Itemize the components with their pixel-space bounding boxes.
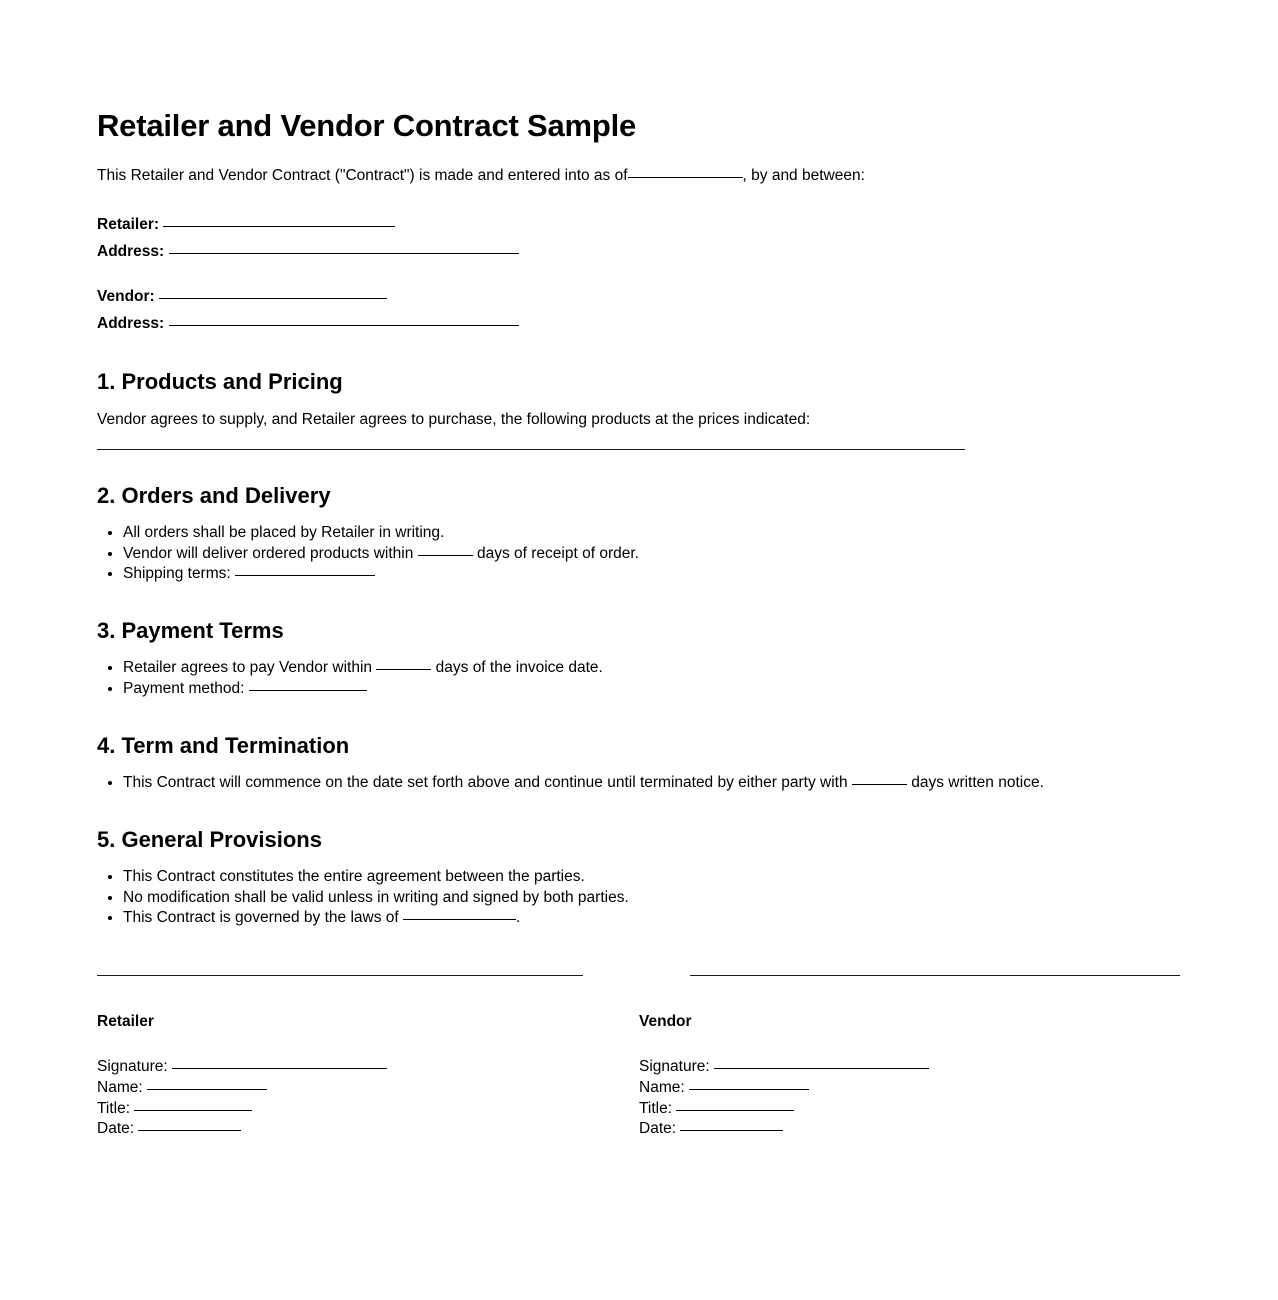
list-item xyxy=(123,564,1181,585)
list-item xyxy=(123,908,1181,929)
signature-field-vendor-title xyxy=(639,1099,1181,1120)
signature-field-vendor-signature xyxy=(639,1057,1181,1078)
list-item xyxy=(123,888,1181,909)
signature-field-retailer-name xyxy=(97,1078,639,1099)
name-label: Name: xyxy=(639,1078,685,1096)
signature-label: Signature: xyxy=(97,1058,168,1076)
signature-column-vendor xyxy=(639,1013,1181,1140)
title-label: Title: xyxy=(97,1099,131,1117)
intro-paragraph xyxy=(97,166,1181,187)
signature-rule-vendor xyxy=(690,975,1180,976)
shipping-terms-blank[interactable] xyxy=(235,575,375,576)
vendor-address-label: Address: xyxy=(97,314,165,332)
signature-party-vendor: Vendor xyxy=(639,1012,692,1030)
section-paragraph-products-and-pricing: Vendor agrees to supply, and Retailer agrees to purchase, the following products at the prices indicated: xyxy=(97,411,811,429)
signature-field-vendor-name xyxy=(639,1078,1181,1099)
bullet-text-after: . xyxy=(516,909,521,927)
title-label: Title: xyxy=(639,1099,673,1117)
retailer-name-blank-sig[interactable] xyxy=(147,1089,267,1090)
signature-field-retailer-signature xyxy=(97,1057,639,1078)
intro-text-before: This Retailer and Vendor Contract ("Contract") is made and entered into as of xyxy=(97,166,628,184)
bullet-text-before: Shipping terms: xyxy=(123,565,231,583)
retailer-name-blank[interactable] xyxy=(163,226,395,227)
retailer-address-label: Address: xyxy=(97,242,165,260)
date-label: Date: xyxy=(639,1120,677,1138)
section-heading-orders-and-delivery: 2. Orders and Delivery xyxy=(97,482,331,508)
list-item xyxy=(123,867,1181,888)
page-title: Retailer and Vendor Contract Sample xyxy=(97,108,637,143)
list-item xyxy=(123,544,1181,565)
list-item xyxy=(123,679,1181,700)
section-heading-general-provisions: 5. General Provisions xyxy=(97,826,322,852)
vendor-name-blank-sig[interactable] xyxy=(689,1089,809,1090)
bullet-text-before: Retailer agrees to pay Vendor within xyxy=(123,659,373,677)
bullet-text-before: No modification shall be valid unless in writing and signed by both parties. xyxy=(123,888,629,906)
list-item xyxy=(123,773,1181,794)
date-label: Date: xyxy=(97,1120,135,1138)
bullet-text-before: All orders shall be placed by Retailer in writing. xyxy=(123,524,445,542)
retailer-address-blank[interactable] xyxy=(169,253,519,254)
party-row-vendor xyxy=(97,285,1181,309)
section-bullets-orders-and-delivery xyxy=(97,523,1181,585)
section-bullets-general-provisions xyxy=(97,867,1181,929)
products-pricing-entry-rule xyxy=(97,449,965,450)
list-item xyxy=(123,658,1181,679)
vendor-name-blank[interactable] xyxy=(159,298,387,299)
vendor-date-blank[interactable] xyxy=(680,1130,783,1131)
bullet-text-before: This Contract constitutes the entire agreement between the parties. xyxy=(123,867,585,885)
delivery-days-blank[interactable] xyxy=(418,555,473,556)
intro-text-after: , by and between: xyxy=(742,166,865,184)
vendor-signature-blank[interactable] xyxy=(714,1068,929,1069)
signature-label: Signature: xyxy=(639,1058,710,1076)
bullet-text-after: days of receipt of order. xyxy=(476,544,639,562)
signature-party-retailer: Retailer xyxy=(97,1012,154,1030)
signature-column-retailer xyxy=(97,1013,639,1140)
bullet-text-after: days written notice. xyxy=(911,773,1044,791)
party-spacer xyxy=(97,267,1181,285)
governing-law-blank[interactable] xyxy=(403,919,516,920)
bullet-text-before: This Contract will commence on the date set forth above and continue until terminated by either party with xyxy=(123,773,848,791)
section-heading-payment-terms: 3. Payment Terms xyxy=(97,617,284,643)
bullet-text-after: days of the invoice date. xyxy=(435,659,603,677)
bullet-text-before: Payment method: xyxy=(123,679,245,697)
section-heading-term-and-termination: 4. Term and Termination xyxy=(97,732,350,758)
retailer-label: Retailer: xyxy=(97,215,160,233)
termination-notice-days-blank[interactable] xyxy=(852,784,907,785)
vendor-label: Vendor: xyxy=(97,287,155,305)
signature-field-vendor-date xyxy=(639,1119,1181,1140)
name-label: Name: xyxy=(97,1078,143,1096)
list-item xyxy=(123,523,1181,544)
bullet-text-before: Vendor will deliver ordered products within xyxy=(123,544,414,562)
signature-block xyxy=(97,1013,1181,1140)
signature-field-retailer-date xyxy=(97,1119,639,1140)
retailer-date-blank[interactable] xyxy=(138,1130,241,1131)
signature-field-retailer-title xyxy=(97,1099,639,1120)
retailer-signature-blank[interactable] xyxy=(172,1068,387,1069)
party-row-vendor-address xyxy=(97,312,1181,336)
section-bullets-payment-terms xyxy=(97,658,1181,699)
section-bullets-term-and-termination xyxy=(97,773,1181,794)
party-details-block xyxy=(97,213,1181,336)
party-row-retailer xyxy=(97,213,1181,237)
signature-rule-retailer xyxy=(97,975,583,976)
signature-separator-rules xyxy=(97,975,1181,976)
party-row-retailer-address xyxy=(97,240,1181,264)
payment-days-blank[interactable] xyxy=(376,669,431,670)
section-heading-products-and-pricing: 1. Products and Pricing xyxy=(97,368,343,394)
vendor-title-blank[interactable] xyxy=(676,1110,794,1111)
vendor-address-blank[interactable] xyxy=(169,325,519,326)
intro-date-blank[interactable] xyxy=(628,177,743,178)
retailer-title-blank[interactable] xyxy=(134,1110,252,1111)
bullet-text-before: This Contract is governed by the laws of xyxy=(123,909,399,927)
payment-method-blank[interactable] xyxy=(249,690,367,691)
